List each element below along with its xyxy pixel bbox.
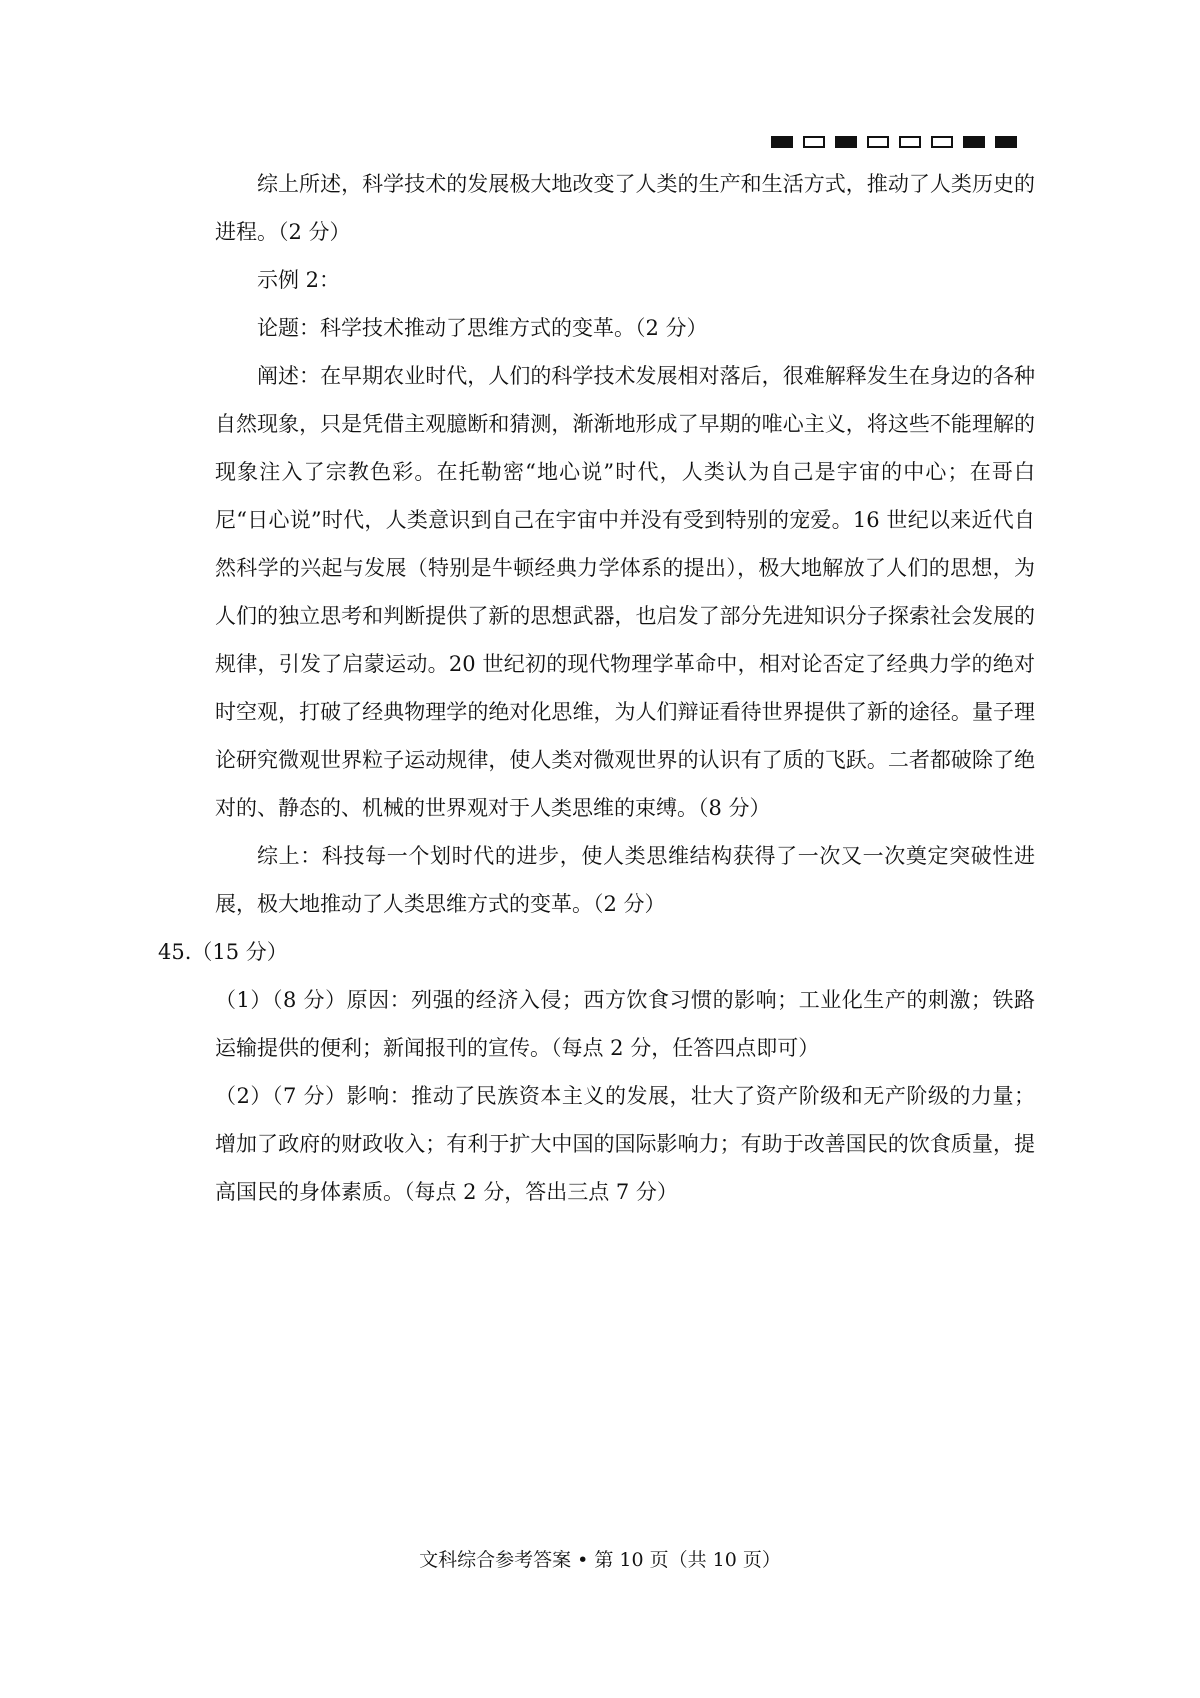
identifier-mark-filled: [995, 136, 1017, 148]
page-identifier-marks: [771, 136, 1017, 148]
identifier-mark-empty: [803, 136, 825, 148]
conclusion-paragraph: 综上所述，科学技术的发展极大地改变了人类的生产和生活方式，推动了人类历史的进程。（2 分）: [215, 172, 1035, 244]
answer-content: [158, 160, 1035, 1216]
identifier-mark-empty: [899, 136, 921, 148]
summary-paragraph: 综上：科技每一个划时代的进步，使人类思维结构获得了一次又一次奠定突破性进展，极大地推动了人类思维方式的变革。（2 分）: [215, 844, 1035, 916]
identifier-mark-filled: [963, 136, 985, 148]
elaboration-paragraph: 阐述：在早期农业时代，人们的科学技术发展相对落后，很难解释发生在身边的各种自然现象，只是凭借主观臆断和猜测，渐渐地形成了早期的唯心主义，将这些不能理解的现象注入了宗教色彩。在托勒密“地心说”时代，人类认为自己是宇宙的中心；在哥白尼“日心说”时代，人类意识到自己在宇宙中并没有受到特别的宠爱。16 世纪以来近代自然科学的兴起与发展（特别是牛顿经典力学体系的提出），极大地解放了人们的思想，为人们的独立思考和判断提供了新的思想武器，也启发了部分先进知识分子探索社会发展的规律，引发了启蒙运动。20 世纪初的现代物理学革命中，相对论否定了经典力学的绝对时空观，打破了经典物理学的绝对化思维，为人们辩证看待世界提供了新的途径。量子理论研究微观世界粒子运动规律，使人类对微观世界的认识有了质的飞跃。二者都破除了绝对的、静态的、机械的世界观对于人类思维的束缚。（8 分）: [215, 364, 1035, 820]
example-2-label: 示例 2：: [257, 268, 341, 292]
identifier-mark-empty: [931, 136, 953, 148]
question-45-part-1: （1）（8 分）原因：列强的经济入侵；西方饮食习惯的影响；工业化生产的刺激；铁路运输提供的便利；新闻报刊的宣传。（每点 2 分，任答四点即可）: [215, 988, 1035, 1060]
question-45-heading: 45.（15 分）: [158, 940, 288, 964]
identifier-mark-filled: [771, 136, 793, 148]
page-footer: 文科综合参考答案 • 第 10 页（共 10 页）: [419, 1549, 781, 1571]
identifier-mark-filled: [835, 136, 857, 148]
question-45-part-2: （2）（7 分）影响：推动了民族资本主义的发展，壮大了资产阶级和无产阶级的力量；增加了政府的财政收入；有利于扩大中国的国际影响力；有助于改善国民的饮食质量，提高国民的身体素质。（每点 2 分，答出三点 7 分）: [215, 1084, 1035, 1204]
identifier-mark-empty: [867, 136, 889, 148]
thesis-paragraph: 论题：科学技术推动了思维方式的变革。（2 分）: [257, 316, 708, 340]
